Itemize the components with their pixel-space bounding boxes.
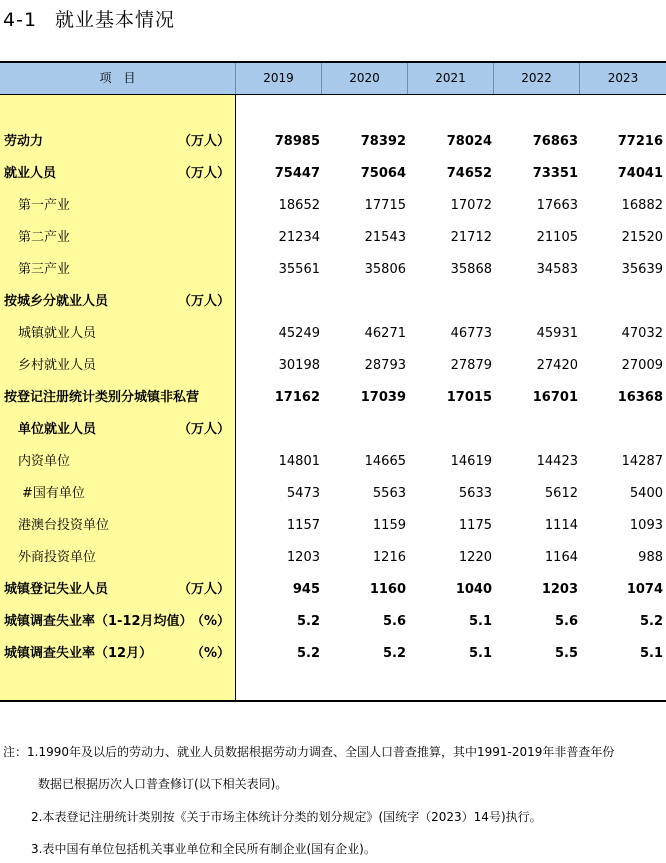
header-year-2020: 2020 xyxy=(349,71,380,85)
cell-value-2019: 14801 xyxy=(278,454,320,469)
cell-value-2021: 46773 xyxy=(450,326,492,341)
row-label: 就业人员 xyxy=(4,166,57,181)
table-number: 4-1 xyxy=(3,9,38,31)
header-divider xyxy=(321,63,322,94)
cell-value-2019: 17162 xyxy=(274,390,320,405)
row-label: 第二产业 xyxy=(18,230,71,245)
cell-value-2023 xyxy=(583,414,663,446)
cell-value-2021 xyxy=(412,414,492,446)
cell-value-2020: 35806 xyxy=(364,262,406,277)
row-label: 乡村就业人员 xyxy=(18,358,97,373)
cell-value-2019: 75447 xyxy=(274,166,320,181)
row-label: 外商投资单位 xyxy=(18,550,97,565)
header-year-2022: 2022 xyxy=(521,71,552,85)
cell-value-2020: 1216 xyxy=(372,550,406,565)
table-title: 就业基本情况 xyxy=(55,9,176,31)
cell-value-2022: 73351 xyxy=(532,166,578,181)
cell-value-2021: 5.1 xyxy=(468,614,492,629)
cell-value-2020: 21543 xyxy=(364,230,406,245)
cell-value-2020: 46271 xyxy=(364,326,406,341)
cell-value-2020: 28793 xyxy=(364,358,406,373)
table-bottom-border xyxy=(0,700,666,702)
cell-value-2019: 1203 xyxy=(286,550,320,565)
row-label: 第三产业 xyxy=(18,262,71,277)
table-row xyxy=(0,382,666,414)
cell-value-2021: 21712 xyxy=(450,230,492,245)
header-divider xyxy=(493,63,494,94)
row-label: 第一产业 xyxy=(18,198,71,213)
row-label: 按登记注册统计类别分城镇非私营 xyxy=(4,390,200,405)
cell-value-2021: 5633 xyxy=(458,486,492,501)
cell-value-2023: 47032 xyxy=(621,326,663,341)
cell-value-2021: 35868 xyxy=(450,262,492,277)
table-row xyxy=(0,574,666,606)
cell-value-2019: 30198 xyxy=(278,358,320,373)
row-label: 城镇登记失业人员 xyxy=(4,582,109,597)
cell-value-2019: 5.2 xyxy=(296,646,320,661)
header-divider xyxy=(407,63,408,94)
cell-value-2022: 16701 xyxy=(532,390,578,405)
cell-value-2023: 5.1 xyxy=(639,646,663,661)
row-label: 港澳台投资单位 xyxy=(18,518,110,533)
table-row xyxy=(0,318,666,350)
cell-value-2020: 5.2 xyxy=(382,646,406,661)
cell-value-2022: 21105 xyxy=(536,230,578,245)
cell-value-2023: 21520 xyxy=(621,230,663,245)
cell-value-2023: 74041 xyxy=(617,166,663,181)
cell-value-2023: 1074 xyxy=(626,582,663,597)
row-unit: （万人） xyxy=(177,166,230,181)
row-label: 劳动力 xyxy=(4,134,44,149)
cell-value-2023: 5.2 xyxy=(639,614,663,629)
header-divider xyxy=(579,63,580,94)
table-row xyxy=(0,350,666,382)
table-row xyxy=(0,510,666,542)
cell-value-2019: 35561 xyxy=(278,262,320,277)
page-title xyxy=(3,5,175,32)
table-row xyxy=(0,254,666,286)
cell-value-2020: 1160 xyxy=(369,582,406,597)
cell-value-2020: 5563 xyxy=(372,486,406,501)
cell-value-2019 xyxy=(240,286,320,318)
cell-value-2022 xyxy=(498,286,578,318)
note-line-3: 2.本表登记注册统计类别按《关于市场主体统计分类的划分规定》(国统字（2023）14号)执行。 xyxy=(31,810,542,824)
cell-value-2021: 17015 xyxy=(446,390,492,405)
table-header xyxy=(0,63,666,94)
cell-value-2020: 14665 xyxy=(364,454,406,469)
note-line-1: 注：1.1990年及以后的劳动力、就业人员数据根据劳动力调查、全国人口普查推算，其中1991-2019年非普查年份 xyxy=(3,745,615,759)
row-label: 城镇调查失业率（1-12月均值） xyxy=(4,614,193,629)
cell-value-2021: 1220 xyxy=(458,550,492,565)
row-label: 城镇调查失业率（12月） xyxy=(4,646,153,661)
cell-value-2023: 16882 xyxy=(621,198,663,213)
cell-value-2022: 1164 xyxy=(544,550,578,565)
cell-value-2023: 16368 xyxy=(617,390,663,405)
row-unit: （万人） xyxy=(177,422,230,437)
row-unit: （%） xyxy=(190,614,230,629)
cell-value-2020 xyxy=(326,414,406,446)
cell-value-2023 xyxy=(583,286,663,318)
table-row xyxy=(0,158,666,190)
cell-value-2022: 5612 xyxy=(544,486,578,501)
table-row xyxy=(0,286,666,318)
row-unit: （万人） xyxy=(177,582,230,597)
cell-value-2019: 18652 xyxy=(278,198,320,213)
cell-value-2021 xyxy=(412,286,492,318)
cell-value-2023: 27009 xyxy=(621,358,663,373)
table-row xyxy=(0,414,666,446)
cell-value-2023: 5400 xyxy=(629,486,663,501)
cell-value-2022: 1114 xyxy=(544,518,578,533)
cell-value-2022: 5.6 xyxy=(554,614,578,629)
cell-value-2022: 76863 xyxy=(532,134,578,149)
cell-value-2021: 14619 xyxy=(450,454,492,469)
row-label: 内资单位 xyxy=(18,454,71,469)
cell-value-2022: 5.5 xyxy=(554,646,578,661)
cell-value-2021: 1040 xyxy=(455,582,492,597)
cell-value-2022 xyxy=(498,414,578,446)
table-row xyxy=(0,222,666,254)
cell-value-2020: 17715 xyxy=(364,198,406,213)
cell-value-2023: 14287 xyxy=(621,454,663,469)
cell-value-2022: 1203 xyxy=(541,582,578,597)
header-item: 项 目 xyxy=(99,71,136,85)
cell-value-2020: 17039 xyxy=(360,390,406,405)
cell-value-2019: 21234 xyxy=(278,230,320,245)
table-row xyxy=(0,126,666,158)
header-divider xyxy=(235,63,236,94)
cell-value-2020: 1159 xyxy=(372,518,406,533)
row-label: 单位就业人员 xyxy=(18,422,97,437)
cell-value-2019: 5473 xyxy=(286,486,320,501)
cell-value-2023: 77216 xyxy=(617,134,663,149)
note-line-2: 数据已根据历次人口普查修订(以下相关表同)。 xyxy=(38,777,288,791)
cell-value-2019: 945 xyxy=(292,582,320,597)
header-year-2019: 2019 xyxy=(263,71,294,85)
cell-value-2021: 78024 xyxy=(446,134,492,149)
table-row xyxy=(0,542,666,574)
cell-value-2021: 1175 xyxy=(458,518,492,533)
row-label: 按城乡分就业人员 xyxy=(4,294,109,309)
cell-value-2021: 27879 xyxy=(450,358,492,373)
table-row xyxy=(0,606,666,638)
cell-value-2019: 5.2 xyxy=(296,614,320,629)
cell-value-2019 xyxy=(240,414,320,446)
header-year-2023: 2023 xyxy=(607,71,639,85)
cell-value-2022: 17663 xyxy=(536,198,578,213)
cell-value-2020: 78392 xyxy=(360,134,406,149)
table-row xyxy=(0,638,666,670)
cell-value-2022: 34583 xyxy=(536,262,578,277)
cell-value-2023: 1093 xyxy=(629,518,663,533)
row-label: #国有单位 xyxy=(22,486,85,501)
row-unit: （万人） xyxy=(177,134,230,149)
cell-value-2022: 14423 xyxy=(536,454,578,469)
note-line-4: 3.表中国有单位包括机关事业单位和全民所有制企业(国有企业)。 xyxy=(31,842,376,856)
cell-value-2020: 75064 xyxy=(360,166,406,181)
cell-value-2021: 5.1 xyxy=(468,646,492,661)
row-label: 城镇就业人员 xyxy=(18,326,97,341)
cell-value-2021: 74652 xyxy=(446,166,492,181)
row-unit: （%） xyxy=(190,646,230,661)
header-year-2021: 2021 xyxy=(435,71,466,85)
cell-value-2019: 78985 xyxy=(274,134,320,149)
cell-value-2020: 5.6 xyxy=(382,614,406,629)
cell-value-2021: 17072 xyxy=(450,198,492,213)
cell-value-2019: 45249 xyxy=(278,326,320,341)
cell-value-2023: 35639 xyxy=(621,262,663,277)
cell-value-2022: 27420 xyxy=(536,358,578,373)
table-row xyxy=(0,446,666,478)
cell-value-2023: 988 xyxy=(638,550,663,565)
table-row xyxy=(0,478,666,510)
cell-value-2022: 45931 xyxy=(536,326,578,341)
cell-value-2020 xyxy=(326,286,406,318)
cell-value-2019: 1157 xyxy=(286,518,320,533)
table-row xyxy=(0,190,666,222)
row-unit: （万人） xyxy=(177,294,230,309)
